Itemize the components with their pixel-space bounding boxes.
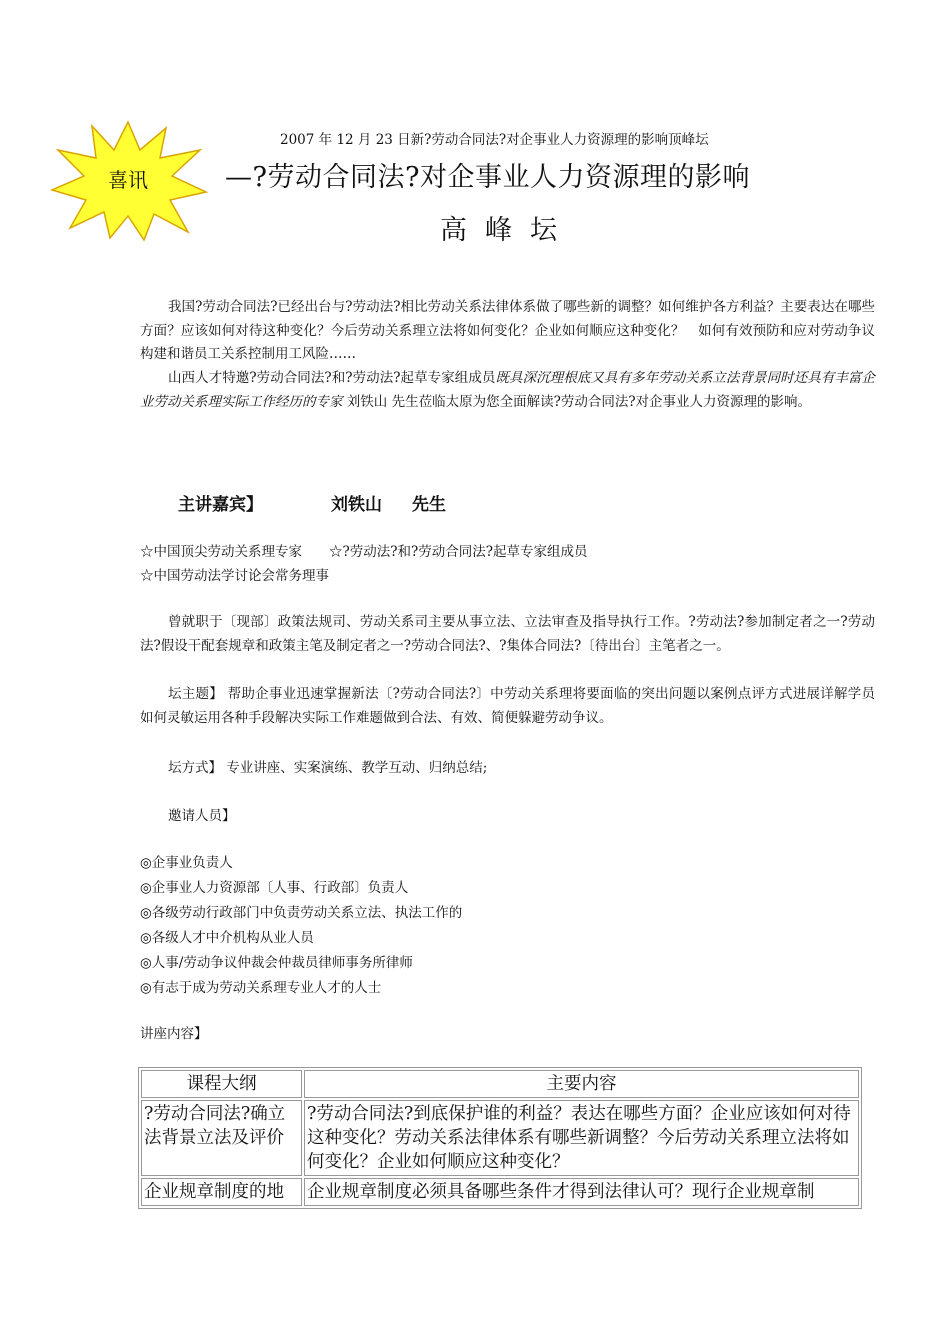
table-row [141,1100,859,1176]
column-header: 课程大纲 [141,1070,302,1098]
table-header-row [141,1070,859,1098]
invitee-item: ◎各级劳动行政部门中负责劳动关系立法、执法工作的 [140,905,463,921]
invitation-paragraph [140,367,875,414]
outline-content-cell: 企业规章制度必须具备哪些条件才得到法律认可？现行企业规章制 [307,1182,815,1202]
expert-description: 既具深沉理根底又具有多年劳动关系立法背景同时还具有丰富企业劳动关系理实际工作经历的专家 [140,370,876,410]
invitation-text-a: 山西人才特邀?劳动合同法?和?劳动法?起草专家组成员 [168,370,496,386]
forum-format: 坛方式】 专业讲座、实案演练、教学互动、归纳总结; [168,760,488,776]
speaker-bio: 曾就职于〔现部〕政策法规司、劳动关系司主要从事立法、立法审查及指导执行工作。?劳动法?参加制定者之一?劳动法?假设干配套规章和政策主笔及制定者之一?劳动合同法?、?集体合同法?〔待出台〕主笔者之一。 [140,614,875,654]
course-outline-table [138,1067,862,1209]
column-header: 主要内容 [304,1070,859,1098]
invitee-item: ◎各级人才中介机构从业人员 [140,930,314,946]
speaker-label: 主讲嘉宾】 [178,495,263,515]
speaker-name: 刘铁山 [331,495,382,515]
speaker-line [178,490,446,515]
announcement-starburst [48,120,208,242]
speaker-title: 先生 [412,495,446,515]
table-row [141,1178,859,1206]
outline-topic-cell: ?劳动合同法?确立法背景立法及评价 [141,1100,302,1176]
invitee-item: ◎人事/劳动争议仲裁会仲裁员律师事务所律师 [140,955,413,971]
invitation-text-b: 刘铁山 先生莅临太原为您全面解读?劳动合同法?对企事业人力资源理的影响。 [342,393,812,410]
outline-content-cell: ?劳动合同法?到底保护谁的利益？表达在哪些方面？企业应该如何对待这种变化？劳动关系法律体系有哪些新调整？今后劳动关系理立法将如何变化？企业如何顺应这种变化？ [304,1100,859,1176]
page-title: —?劳动合同法?对企事业人力资源理的影响 [225,162,750,193]
credential-item: ☆中国劳动法学讨论会常务理事 [140,568,329,584]
outline-topic-cell-wrap [141,1178,302,1206]
invitee-item: ◎企事业负责人 [140,855,233,871]
forum-topic: 坛主题】 帮助企事业迅速掌握新法〔?劳动合同法?〕中劳动关系理将要面临的突出问题以案例点评方式进展详解学员如何灵敏运用各种手段解决实际工作难题做到合法、有效、简便躲避劳动争议。 [140,686,875,726]
outline-content-cell-wrap [304,1178,859,1206]
invitee-item: ◎有志于成为劳动关系理专业人才的人士 [140,980,382,996]
intro-paragraph: 我国?劳动合同法?已经出台与?劳动法?相比劳动关系法律体系做了哪些新的调整？如何维护各方利益？主要表达在哪些方面？应该如何对待这种变化？今后劳动关系理立法将如何变化？企业如何顺应这种变化？ 如何有效预防和应对劳动争议构建和谐员工关系控制用工风险…… [140,299,875,362]
lecture-content-label: 讲座内容】 [140,1026,208,1042]
badge-label: 喜讯 [108,168,148,192]
outline-topic-cell: 企业规章制度的地 [144,1182,284,1202]
invitee-item: ◎企事业人力资源部〔人事、行政部〕负责人 [140,880,409,896]
credential-item: ☆中国顶尖劳动关系理专家 ☆?劳动法?和?劳动合同法?起草专家组成员 [140,544,588,560]
invitees-label: 邀请人员】 [168,808,236,824]
page-subtitle: 高峰坛 [440,215,575,246]
dateline: 2007 年 12 月 23 日新?劳动合同法?对企事业人力资源理的影响顶峰坛 [280,132,709,148]
